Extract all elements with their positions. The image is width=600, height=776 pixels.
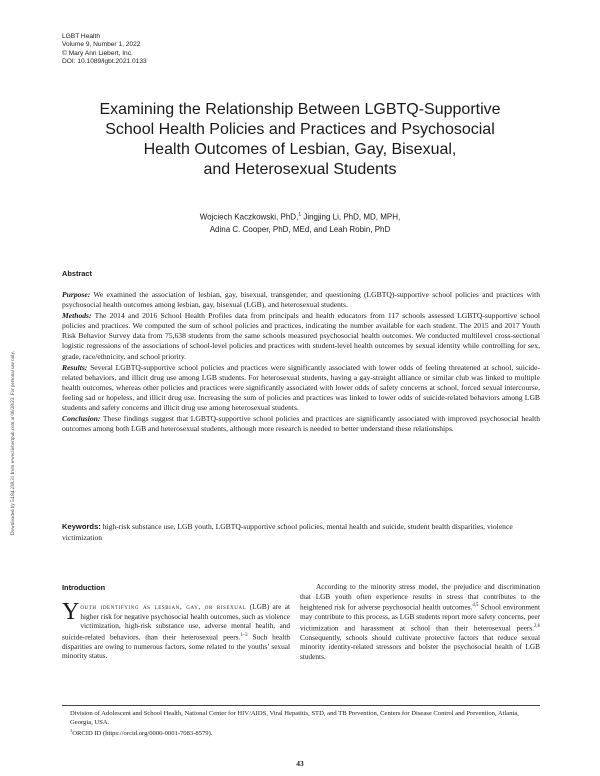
keywords-label: Keywords: [62, 522, 101, 531]
purpose-text: We examined the association of lesbian, gay, bisexual, transgender, and questioning (LGBTQ)-supportive school policies and practices with psychosocial health outcomes among lesbian, gay, bisexual (LGB), and heterosexual students. [62, 290, 540, 310]
orcid-note [62, 727, 540, 739]
author-affiliation-mark: 1 [298, 212, 302, 218]
introduction-column-right [300, 582, 540, 662]
intro-text: (LGB) are at higher risk for negative psychosocial health outcomes, such as violence victimization, high-risk substance use, adverse mental health, and suicide-related behaviors, than their heterosexual peers. [62, 602, 290, 642]
footnote [62, 710, 540, 739]
journal-info [62, 33, 147, 66]
download-note-text: Downloaded by 54.84.238.31 from www.liebertpub.com at 06/28/23. For personal use only. [11, 351, 16, 535]
title-line: Examining the Relationship Between LGBTQ-Supportive [99, 101, 501, 118]
intro-text: According to the minority stress model, the prejudice and discrimination that LGB youth often experience results in stress that contributes to the heightened risk for adverse psychosocial health outcomes. [300, 582, 540, 612]
journal-copyright: © Mary Ann Liebert, Inc. [62, 49, 133, 57]
citation-ref: 1–3 [240, 632, 248, 638]
paper-title [60, 100, 540, 180]
title-line: School Health Policies and Practices and Psychosocial [105, 121, 495, 138]
journal-name: LGBT Health [62, 33, 100, 40]
intro-text: Such health disparities are owing to numerous factors, some related to the youths’ sexual minority status. [62, 632, 290, 661]
introduction-column-left [62, 599, 290, 661]
author-name: Jingjing Li, PhD, MD, MPH, [301, 212, 401, 222]
abstract-results [62, 363, 540, 413]
journal-volume: Volume 9, Number 1, 2022 [62, 41, 141, 49]
orcid-mark: 1 [70, 728, 73, 734]
abstract-body [62, 290, 540, 435]
page-number: 43 [296, 759, 304, 768]
intro-paragraph [300, 582, 540, 662]
purpose-label: Purpose: [62, 290, 91, 299]
author-list [60, 209, 540, 236]
orcid-text: ORCID ID (https://orcid.org/0000-0001-7083-8579). [72, 730, 213, 738]
intro-text: Consequently, schools should cultivate protective factors that reduce sexual minority identity-related stressors and bolster the psychosocial health of LGB students. [300, 632, 540, 661]
conclusion-label: Conclusion: [62, 414, 101, 424]
methods-label: Methods: [62, 311, 92, 321]
keywords [62, 521, 540, 543]
journal-doi: DOI: 10.1089/lgbt.2021.0133 [62, 57, 147, 65]
conclusion-text: These findings suggest that LGBTQ-supportive school policies and practices are significantly associated with improved psychosocial health outcomes among both LGB and heterosexual students, although more research is needed to better understand these relationships. [62, 414, 540, 434]
results-label: Results: [62, 362, 88, 372]
abstract-methods [62, 311, 540, 361]
keywords-text: high-risk substance use, LGB youth, LGBTQ-supportive school policies, mental health and suicide, student health disparities, violence victimization [62, 522, 513, 542]
citation-ref: 2,6 [534, 623, 540, 629]
abstract-conclusion [62, 414, 540, 434]
author-line-1 [60, 209, 540, 224]
results-text: Several LGBTQ-supportive school policies and practices were significantly associated with lower odds of feeling threatened at school, suicide-related behaviors, and illicit drug use among LGB students. For heterosexual students, having a gay-straight alliance or similar club was linked to multiple health outcomes, whereas other policies and practices were significantly associated with lower odds of safety concerns at school, forced sexual intercourse, feeling sad or hopeless, and illicit drug use. Increasing the sum of policies and practices was linked to lower odds of suicide-related behaviors among LGB students and safety concerns and illicit drug use among heterosexual students. [62, 362, 540, 413]
title-line: and Heterosexual Students [203, 161, 397, 178]
download-side-note [3, 265, 17, 545]
intro-lead-smallcaps: outh identifying as lesbian, gay, or bisexual [80, 602, 247, 611]
footnote-divider [62, 705, 540, 706]
introduction-heading: Introduction [62, 583, 106, 592]
methods-text: The 2014 and 2016 School Health Profiles data from principals and health educators from 117 schools assessed LGBTQ-supportive school policies and practices. We computed the sum of school policies and practices, indicating the number available for each student. The 2015 and 2017 Youth Risk Behavior Survey data from 75,638 students from the same schools measured psychosocial health outcomes. We conducted multilevel cross-sectional logistic regressions of the associations of school-level policies and practices with student-level health outcomes by sexual identity while controlling for sex, grade, race/ethnicity, and school priority. [62, 311, 540, 361]
title-line: Health Outcomes of Lesbian, Gay, Bisexual, [143, 141, 457, 158]
author-name: Wojciech Kaczkowski, PhD, [199, 212, 299, 222]
drop-cap: Y [62, 599, 80, 625]
abstract-purpose [62, 290, 540, 310]
intro-text: School environment may contribute to this process, as LGB students report more safety concerns, peer victimization and harassment at school than their heterosexual peers. [300, 602, 540, 633]
abstract-heading: Abstract [62, 269, 92, 278]
citation-ref: 4,5 [472, 603, 479, 609]
affiliation-note: Division of Adolescent and School Health, National Center for HIV/AIDS, Viral Hepatitis, STD, and TB Prevention, Centers for Disease Control and Prevention, Atlanta, Georgia, USA. [70, 710, 519, 726]
author-line-2: Adina C. Cooper, PhD, MEd, and Leah Robin, PhD [209, 224, 391, 234]
